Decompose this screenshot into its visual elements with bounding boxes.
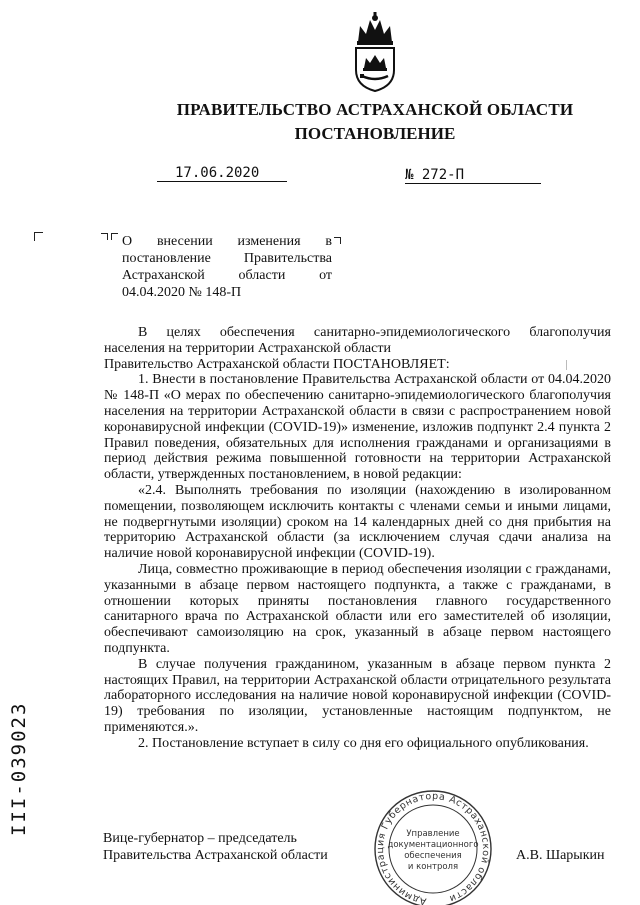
official-stamp <box>362 789 504 905</box>
clause-2-paragraph: 2. Постановление вступает в силу со дня его официального опубликования. <box>138 735 589 751</box>
subject-line: О внесении изменения в <box>122 234 332 249</box>
corner-mark <box>34 232 43 241</box>
scan-artifact <box>566 360 567 370</box>
corner-mark <box>111 233 118 240</box>
subclause-2-4-paragraph: «2.4. Выполнять требования по изоляции (нахождению в изолированном помещении, позволяющем исключить контакты с членами семьи и иными лицами, не подвергнутыми изоляции) сроком на 14 календарных дней со дня прибытия на территорию Астраханской области (за исключением случая сдачи анализа на наличие новой коронавирусной инфекции (COVID-19). <box>104 482 611 562</box>
subject-line: постановление Правительства <box>122 251 332 266</box>
document-number: № 272-П <box>405 167 541 184</box>
stamp-line: документационного <box>387 840 479 850</box>
position-line: Вице-губернатор – председатель <box>103 831 297 846</box>
stamp-ring-text: Администрация Губернатора Астраханской области <box>374 790 492 905</box>
clause-1-paragraph: 1. Внести в постановление Правительства Астраханской области от 04.04.2020 № 148-П «О мерах по обеспечению санитарно-эпидемиологического благополучия населения на территории Астраханской области в связи с распространением новой коронавирусной инфекции (COVID-19)» изменение, изложив подпункт 2.4 пункта 2 Правил поведения, обязательных для исполнения гражданами и организациями в период действия режима повышенной готовности на территории Астраханской области, утвержденных постановлением, в новой редакции: <box>104 372 611 483</box>
document-title: ПРАВИТЕЛЬСТВО АСТРАХАНСКОЙ ОБЛАСТИ <box>176 100 574 119</box>
corner-mark <box>101 233 108 240</box>
stamp-line: и контроля <box>407 862 459 872</box>
signatory-position <box>103 830 328 864</box>
coat-of-arms-emblem <box>346 12 404 92</box>
corner-mark <box>334 237 341 244</box>
subject-line: Астраханской области от <box>122 268 332 283</box>
negative-test-paragraph: В случае получения гражданином, указанным в абзаце первом пункта 2 настоящих Правил, на территории Астраханской области отрицательного результата лабораторного исследования на наличие новой коронавирусной инфекции (COVID-19) требования по изоляции, установленные настоящим подпунктом, не применяются.». <box>104 656 611 735</box>
document-subject <box>122 233 332 301</box>
position-line: Правительства Астраханской области <box>103 848 328 863</box>
document-body <box>104 325 611 752</box>
subject-line: 04.04.2020 № 148-П <box>122 285 242 300</box>
document-date: 17.06.2020 <box>157 165 287 182</box>
resolution-paragraph: Правительство Астраханской области ПОСТАНОВЛЯЕТ: <box>104 356 450 372</box>
preamble-paragraph: В целях обеспечения санитарно-эпидемиологического благополучия населения на территории Астраханской области <box>104 325 611 356</box>
document-type: ПОСТАНОВЛЕНИЕ <box>294 124 456 143</box>
stamp-line: Управление <box>406 829 460 839</box>
stamp-line: обеспечения <box>404 851 462 861</box>
cohabitants-paragraph: Лица, совместно проживающие в период обеспечения изоляции с гражданами, указанными в абзаце первом настоящего подпункта, а также с гражданами, в отношении которых приняты постановления главного государственного санитарного врача по Астраханской области или его заместителей об изоляции, обеспечивают самоизоляцию на срок, указанный в абзаце первом настоящего подпункта. <box>104 561 611 656</box>
side-serial-code: III-039023 <box>8 701 30 836</box>
signatory-name: А.В. Шарыкин <box>516 848 605 863</box>
